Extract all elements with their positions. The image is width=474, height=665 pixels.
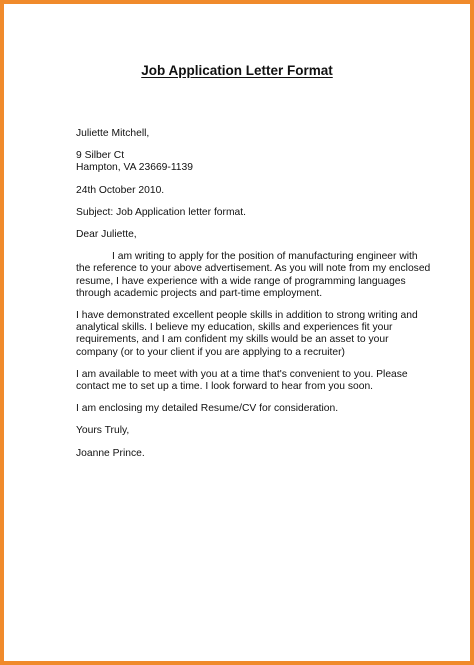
letter-title: Job Application Letter Format (141, 63, 333, 78)
paragraph-line: I am writing to apply for the position of manufacturing engineer with (112, 251, 418, 263)
paragraph-line: contact me to set up a time. I look forward to hear from you soon. (76, 381, 374, 393)
paragraph-line: the reference to your above advertisement. As you will note from my enclosed (76, 263, 431, 275)
paragraph-line: resume, I have experience with a wide range of programming languages (76, 275, 406, 287)
sender-address-line1: 9 Silber Ct (76, 150, 125, 162)
paragraph-1 (76, 251, 431, 300)
sender-name: Juliette Mitchell, (76, 128, 150, 139)
letter-body (76, 128, 431, 460)
letter-subject: Subject: Job Application letter format. (76, 206, 246, 218)
letter-salutation: Dear Juliette, (76, 229, 137, 241)
paragraph-line: I am available to meet with you at a time that's convenient to you. Please (76, 368, 408, 380)
letter-closing: Yours Truly, (76, 425, 130, 437)
sender-address-line2: Hampton, VA 23669-1139 (76, 162, 193, 174)
paragraph-line: analytical skills. I believe my education, skills and experiences fit your (76, 322, 393, 334)
letter-date: 24th October 2010. (76, 184, 165, 196)
letter-signature: Joanne Prince. (76, 447, 145, 459)
paragraph-line: company (or to your client if you are applying to a recruiter) (76, 346, 345, 358)
paragraph-line: requirements, and I am confident my skills would be an asset to your (76, 334, 389, 346)
paragraph-line: through academic projects and part-time employment. (76, 287, 323, 299)
paragraph-2 (76, 310, 418, 359)
paragraph-line: I have demonstrated excellent people skills in addition to strong writing and (76, 310, 418, 322)
paragraph-3 (76, 369, 406, 393)
paragraph-4 (76, 403, 406, 415)
paragraph-line: I am enclosing my detailed Resume/CV for consideration. (76, 403, 339, 415)
